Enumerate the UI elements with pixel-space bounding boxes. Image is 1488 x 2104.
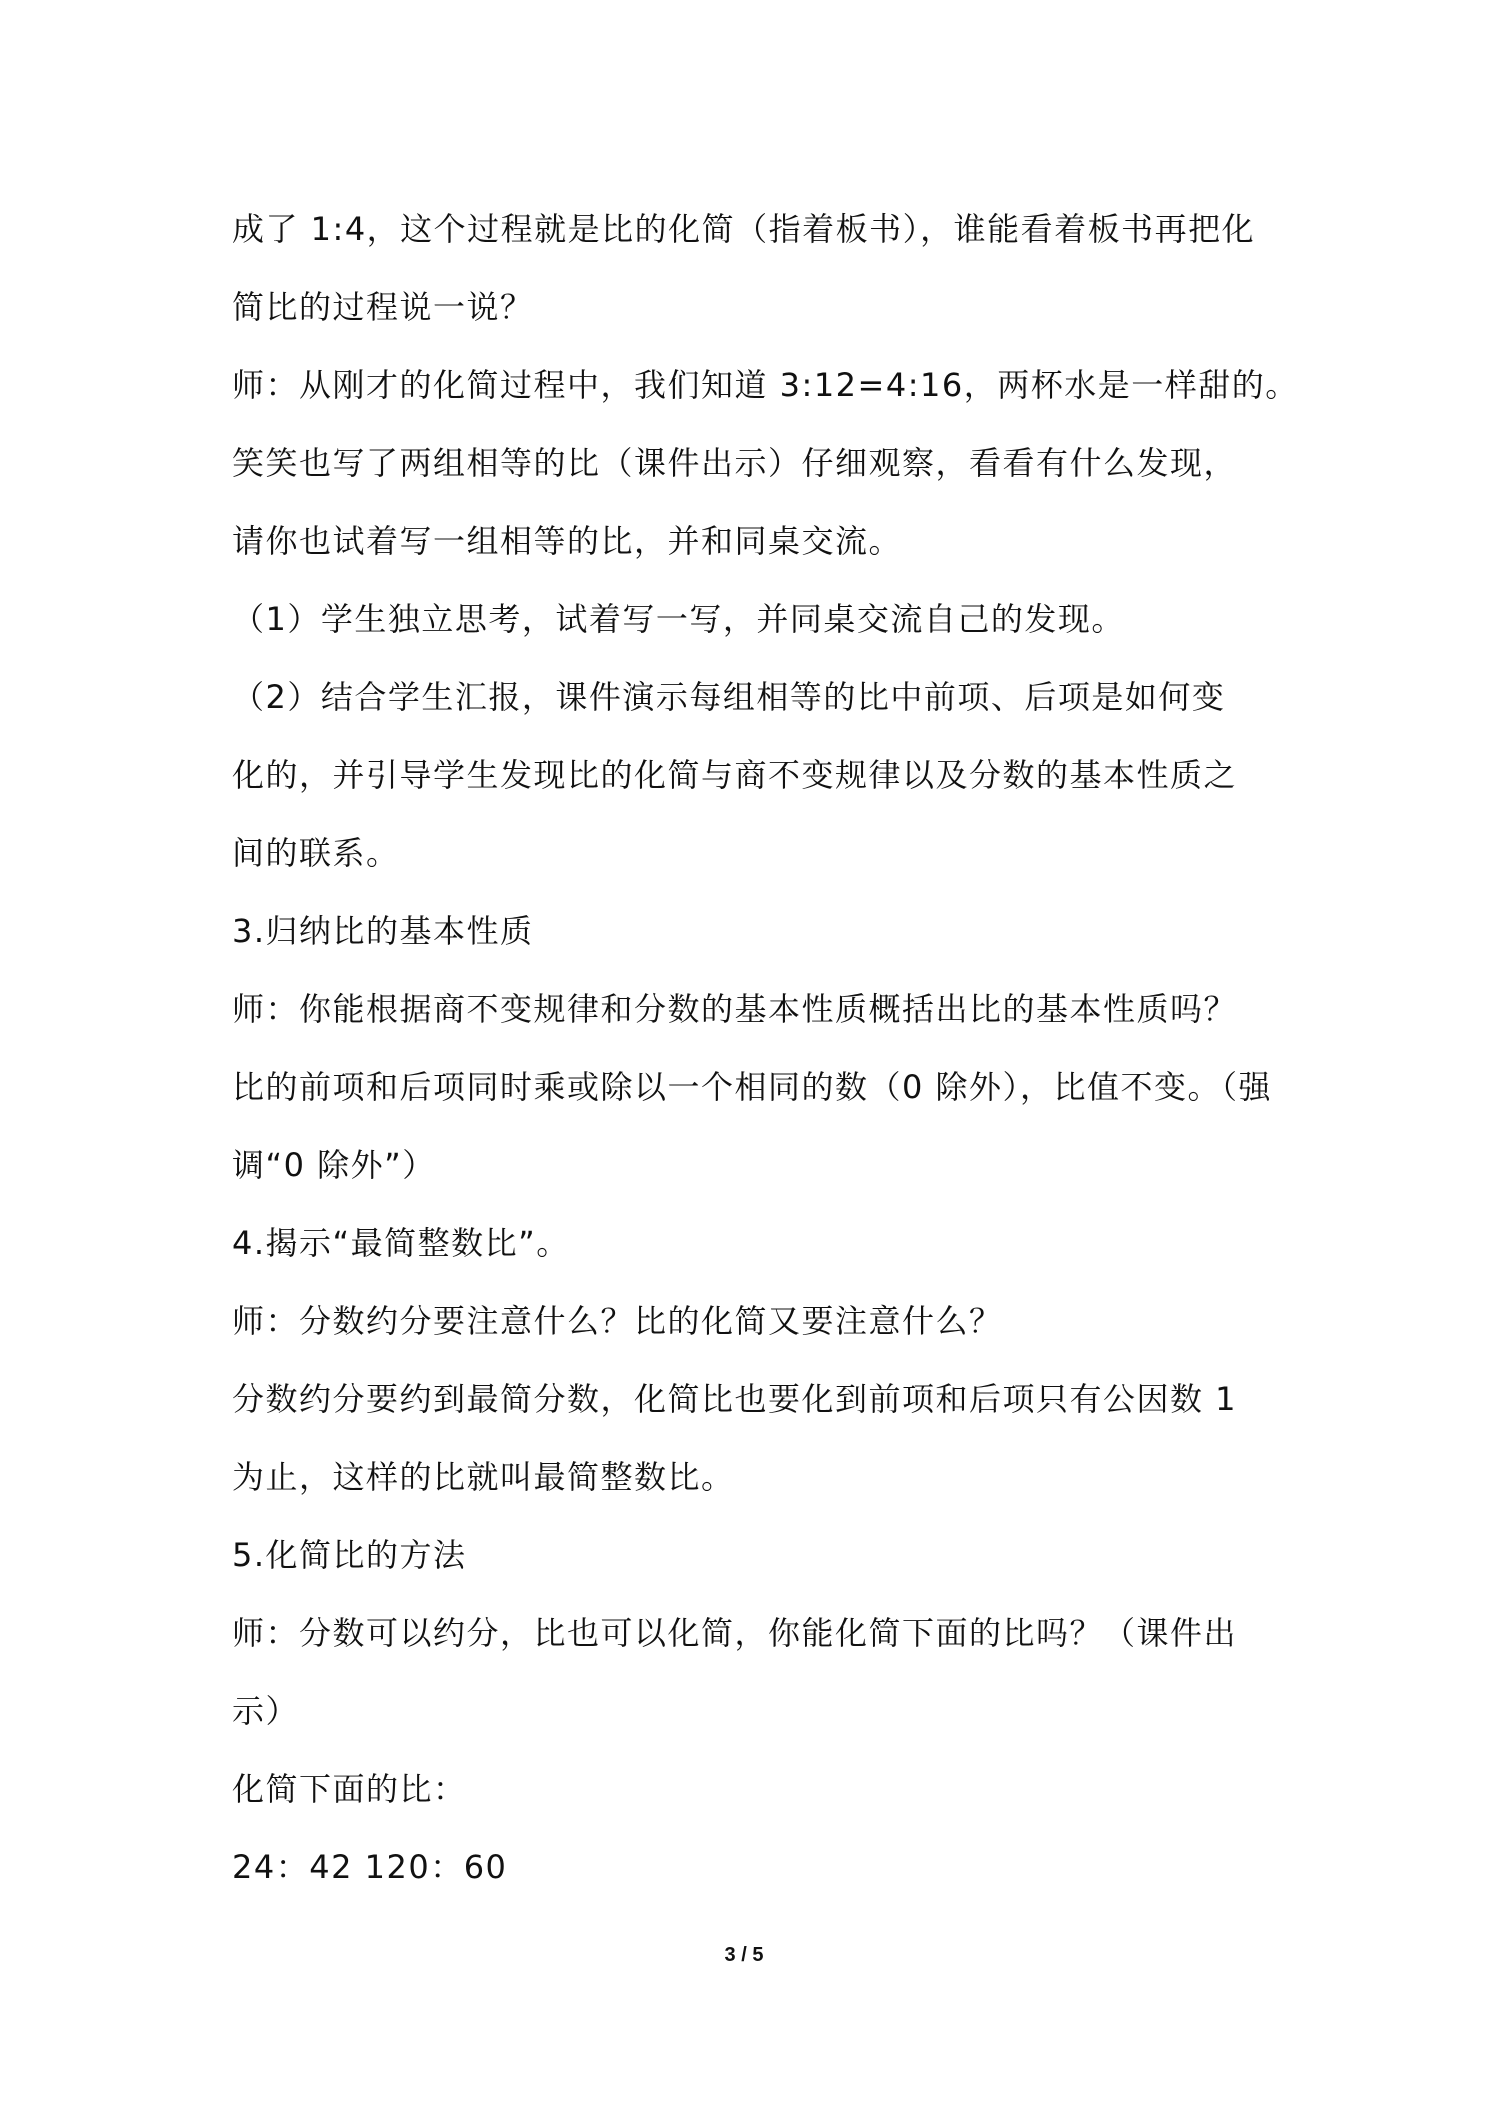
text-line: 师：从刚才的化简过程中，我们知道 3:12=4:16，两杯水是一样甜的。 <box>232 366 1299 404</box>
text-line: 化的，并引导学生发现比的化简与商不变规律以及分数的基本性质之 <box>232 756 1238 794</box>
text-line: 化简下面的比： <box>232 1770 467 1808</box>
text-line: 调“0 除外”） <box>232 1146 436 1184</box>
text-line: 师：你能根据商不变规律和分数的基本性质概括出比的基本性质吗？ <box>232 990 1238 1028</box>
text-line: 请你也试着写一组相等的比，并和同桌交流。 <box>232 522 903 560</box>
text-line: 成了 1:4，这个过程就是比的化简（指着板书），谁能看着板书再把化 <box>232 210 1256 248</box>
text-line: 师：分数可以约分，比也可以化简，你能化简下面的比吗？（课件出 <box>232 1614 1238 1652</box>
text-line: （1）学生独立思考，试着写一写，并同桌交流自己的发现。 <box>232 600 1125 638</box>
text-line: 24：42 120：60 <box>232 1848 508 1886</box>
text-line: 比的前项和后项同时乘或除以一个相同的数（0 除外），比值不变。（强 <box>232 1068 1273 1106</box>
section-heading: 4.揭示“最简整数比”。 <box>232 1224 570 1262</box>
document-body <box>232 190 1299 1906</box>
text-line: 分数约分要约到最简分数，化简比也要化到前项和后项只有公因数 1 <box>232 1380 1238 1418</box>
text-line: 间的联系。 <box>232 834 400 872</box>
page-number: 3 / 5 <box>724 1944 764 1966</box>
text-line: 示） <box>232 1692 300 1730</box>
text-line: 笑笑也写了两组相等的比（课件出示）仔细观察，看看有什么发现， <box>232 444 1238 482</box>
section-heading: 5.化简比的方法 <box>232 1536 467 1574</box>
text-line: （2）结合学生汇报，课件演示每组相等的比中前项、后项是如何变 <box>232 678 1226 716</box>
text-line: 师：分数约分要注意什么？比的化简又要注意什么？ <box>232 1302 1003 1340</box>
text-line: 简比的过程说一说？ <box>232 288 534 326</box>
text-line: 为止，这样的比就叫最简整数比。 <box>232 1458 735 1496</box>
section-heading: 3.归纳比的基本性质 <box>232 912 534 950</box>
